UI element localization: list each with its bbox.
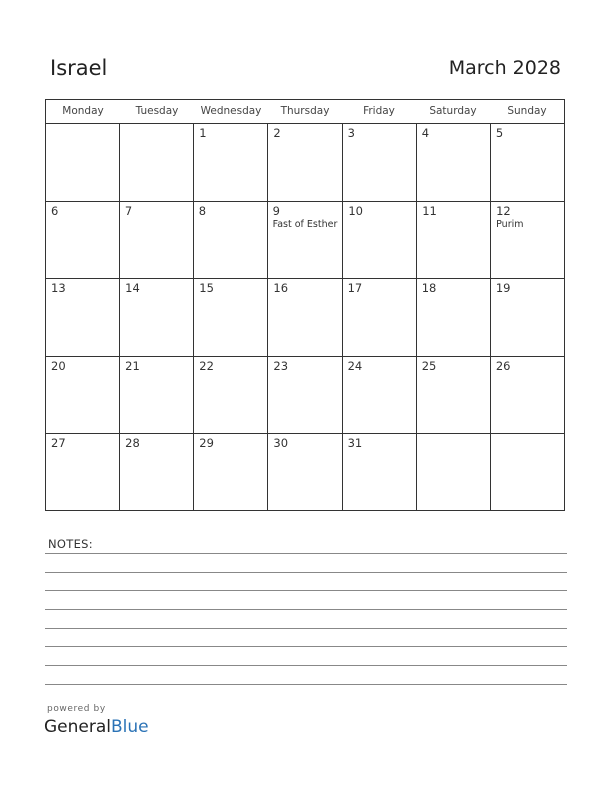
weekday-tuesday: Tuesday <box>135 105 179 117</box>
day-cell[interactable] <box>417 434 491 511</box>
day-cell[interactable] <box>343 202 417 279</box>
day-cell[interactable] <box>343 357 417 434</box>
country-title: Israel <box>50 56 108 80</box>
day-cell[interactable] <box>491 202 564 279</box>
day-number: 5 <box>495 126 504 140</box>
day-number: 26 <box>495 358 511 373</box>
note-line <box>45 665 567 666</box>
day-cell[interactable] <box>268 124 342 201</box>
day-cell[interactable] <box>268 202 344 279</box>
day-cell[interactable] <box>491 124 564 201</box>
day-cell[interactable] <box>417 357 491 434</box>
day-cell[interactable] <box>417 279 491 356</box>
brand-blue: Blue <box>111 717 149 737</box>
day-cell[interactable] <box>491 357 564 434</box>
day-number: 24 <box>347 358 363 373</box>
day-cell[interactable] <box>343 279 417 356</box>
day-cell[interactable] <box>268 434 342 511</box>
day-cell[interactable] <box>120 279 194 356</box>
day-cell[interactable] <box>491 434 564 511</box>
weekday-saturday: Saturday <box>429 105 477 117</box>
week-row <box>46 279 564 357</box>
weekday-monday: Monday <box>62 105 104 117</box>
day-cell[interactable] <box>417 202 491 279</box>
powered-by-text: powered by <box>47 704 106 714</box>
day-number: 2 <box>273 126 281 140</box>
day-cell[interactable] <box>343 124 417 201</box>
weeks-container <box>46 124 564 511</box>
day-cell[interactable] <box>194 434 268 511</box>
day-number: 19 <box>495 281 511 296</box>
day-cell[interactable] <box>268 279 342 356</box>
notes-label: NOTES: <box>48 537 93 551</box>
brand-logo[interactable] <box>44 717 149 737</box>
calendar-grid <box>45 99 565 511</box>
week-row <box>46 124 564 202</box>
day-cell[interactable] <box>194 279 268 356</box>
week-row <box>46 202 564 280</box>
note-line <box>45 628 567 629</box>
note-line <box>45 646 567 647</box>
weekday-thursday: Thursday <box>280 105 330 117</box>
day-cell[interactable] <box>46 279 120 356</box>
day-cell[interactable] <box>46 434 120 511</box>
day-number: 28 <box>125 436 140 451</box>
day-number: 9 <box>272 203 280 218</box>
day-cell[interactable] <box>46 124 120 201</box>
note-line <box>45 609 567 610</box>
day-number: 4 <box>421 126 430 140</box>
day-number: 7 <box>124 203 133 218</box>
day-number: 29 <box>199 436 214 451</box>
day-cell[interactable] <box>120 357 194 434</box>
weekday-header <box>46 100 564 124</box>
day-number: 14 <box>125 281 140 296</box>
day-cell[interactable] <box>120 434 194 511</box>
day-number: 21 <box>125 358 140 373</box>
day-number: 11 <box>422 203 437 218</box>
weekday-friday: Friday <box>363 105 395 117</box>
day-number: 6 <box>51 203 59 218</box>
weekday-wednesday: Wednesday <box>200 105 262 117</box>
day-cell[interactable] <box>491 279 564 356</box>
day-cell[interactable] <box>194 124 268 201</box>
note-line <box>45 572 567 573</box>
day-cell[interactable] <box>120 124 194 201</box>
day-number: 15 <box>199 281 214 296</box>
day-cell[interactable] <box>46 202 120 279</box>
day-cell[interactable] <box>268 357 342 434</box>
day-cell[interactable] <box>417 124 491 201</box>
day-number: 1 <box>199 126 207 140</box>
day-number: 30 <box>273 436 289 451</box>
day-cell[interactable] <box>343 434 417 511</box>
day-number: 16 <box>273 281 289 296</box>
holiday-label: Fast of Esther <box>272 218 338 230</box>
day-cell[interactable] <box>194 202 268 279</box>
day-number: 23 <box>273 358 289 373</box>
day-number: 31 <box>347 436 363 451</box>
day-number: 12 <box>496 203 511 218</box>
brand-general: General <box>44 717 111 737</box>
day-number: 10 <box>348 203 363 218</box>
day-number: 20 <box>51 358 66 373</box>
day-cell[interactable] <box>194 357 268 434</box>
day-cell[interactable] <box>120 202 194 279</box>
day-number: 3 <box>347 126 355 140</box>
day-number: 22 <box>199 358 214 373</box>
day-number: 17 <box>347 281 363 296</box>
week-row <box>46 434 564 511</box>
day-number: 13 <box>51 281 66 296</box>
note-line <box>45 553 567 554</box>
holiday-label: Purim <box>496 218 524 230</box>
weekday-sunday: Sunday <box>507 105 547 117</box>
day-number: 18 <box>421 281 437 296</box>
day-number: 25 <box>421 358 437 373</box>
day-number: 8 <box>198 203 207 218</box>
note-line <box>45 590 567 591</box>
day-cell[interactable] <box>46 357 120 434</box>
month-year-title: March 2028 <box>448 57 561 79</box>
note-line <box>45 684 567 685</box>
day-number: 27 <box>51 436 66 451</box>
week-row <box>46 357 564 435</box>
